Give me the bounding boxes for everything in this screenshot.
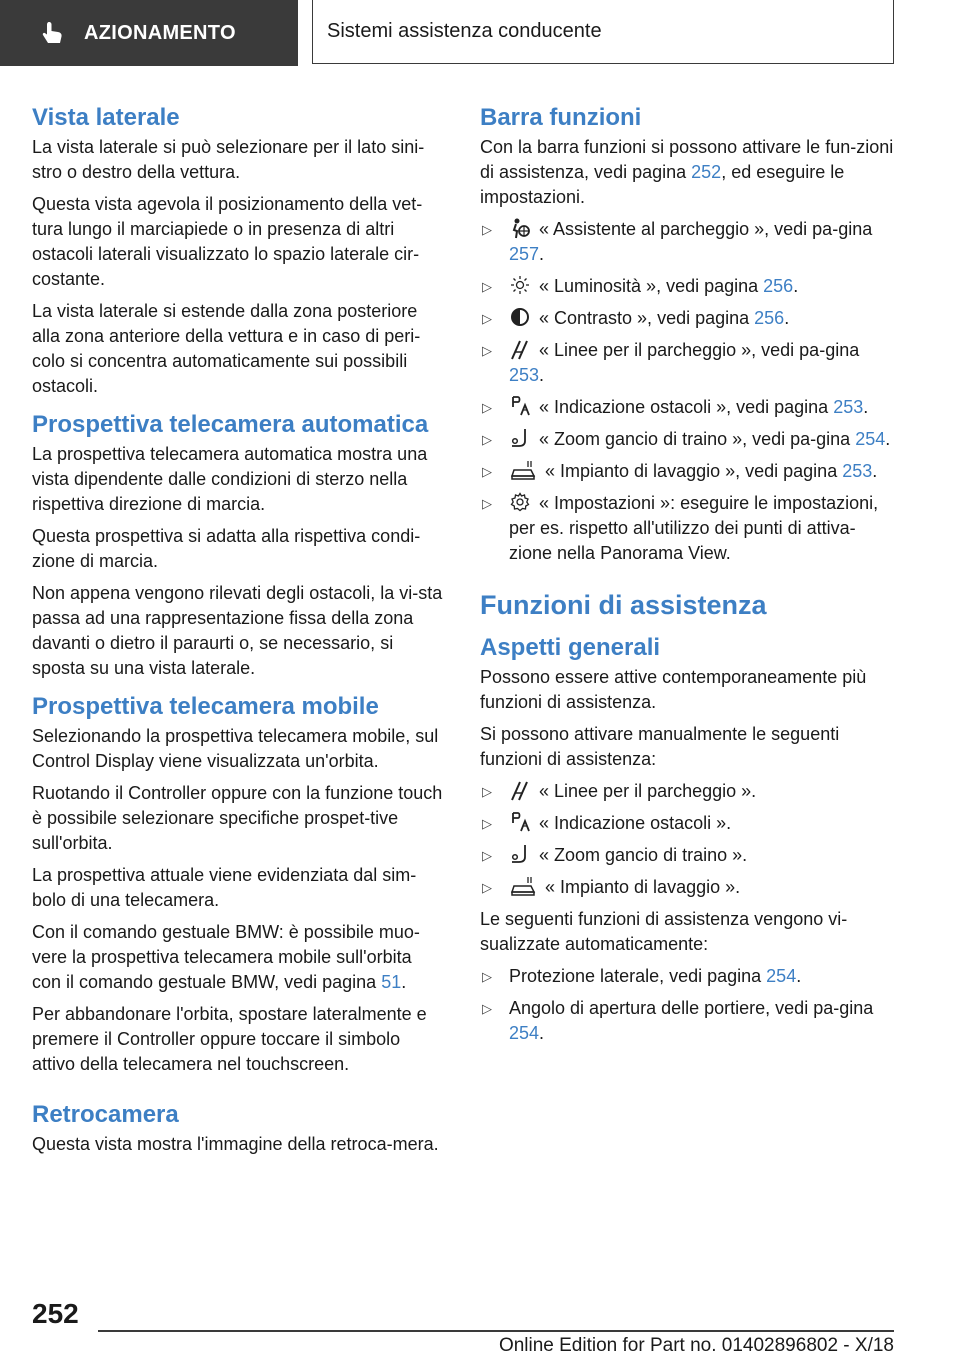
list-item-tail: . (885, 429, 891, 449)
heading-aspetti-generali: Aspetti generali (480, 634, 661, 661)
paragraph: La prospettiva telecamera automatica mostra una vista dipendente dalle condizioni di sterzo nella rispettiva direzione di marcia. (32, 444, 428, 514)
list-item (480, 274, 894, 299)
page-header (0, 0, 960, 66)
section-tab (0, 0, 298, 66)
bullet-triangle-icon: ▷ (482, 222, 492, 237)
bullet-triangle-icon: ▷ (482, 496, 492, 511)
list-item-tail: . (863, 397, 869, 417)
left-column (32, 100, 444, 1164)
list-item (480, 427, 894, 452)
paragraph: Questa vista agevola il posizionamento della vet-tura lungo il marciapiede o in presenza di altri ostacoli laterali visualizzato lo spazio laterale cir-costante. (32, 194, 423, 289)
right-column (480, 100, 894, 1053)
car-wash-icon (509, 459, 537, 481)
parking-lines-icon (509, 338, 531, 360)
parking-assistant-icon (509, 217, 531, 239)
bullet-triangle-icon: ▷ (482, 432, 492, 447)
bullet-triangle-icon: ▷ (482, 343, 492, 358)
bullet-triangle-icon: ▷ (482, 816, 492, 831)
page-link[interactable]: 257 (509, 244, 540, 264)
text: Con la barra funzioni si possono attivare le fun-zioni di assistenza, vedi pagina (480, 137, 894, 182)
paragraph: Le seguenti funzioni di assistenza vengono vi-sualizzate automaticamente: (480, 909, 848, 954)
heading-prospettiva-mobile: Prospettiva telecamera mobile (32, 693, 379, 720)
list-item-tail: . (784, 308, 790, 328)
text: . (401, 972, 407, 992)
list-item-text: Angolo di apertura delle portiere, vedi pa-gina (509, 998, 874, 1018)
list-item (480, 843, 894, 868)
text: Con il comando gestuale BMW: è possibile muo-vere la prospettiva telecamera mobile sull'orbita con il comando gestuale BMW, vedi pagina (32, 922, 420, 992)
tow-hitch-icon (509, 427, 531, 449)
list-item-text: « Luminosità », vedi pagina (539, 276, 764, 296)
list-item (480, 875, 894, 900)
footer-edition: Online Edition for Part no. 01402896802 - X/18 (498, 1335, 894, 1356)
list-item (480, 459, 894, 484)
footer-divider (98, 1330, 894, 1332)
paragraph: Questa vista mostra l'immagine della retroca-mera. (32, 1134, 439, 1154)
brightness-icon (509, 274, 531, 296)
list-item-text: « Indicazione ostacoli ». (539, 813, 732, 833)
list-item-tail: . (539, 365, 545, 385)
tow-hitch-icon (509, 843, 531, 865)
list-item (480, 338, 894, 388)
bullet-triangle-icon: ▷ (482, 464, 492, 479)
page-link[interactable]: 254 (766, 966, 797, 986)
list-item (480, 779, 894, 804)
car-wash-icon (509, 875, 537, 897)
list-item (480, 217, 894, 267)
page-link[interactable]: 253 (509, 365, 540, 385)
list-item-tail: . (539, 244, 545, 264)
page-link[interactable]: 254 (509, 1023, 540, 1043)
obstacle-marking-icon (509, 395, 531, 417)
list-item-text: Protezione laterale, vedi pagina (509, 966, 767, 986)
bullet-triangle-icon: ▷ (482, 311, 492, 326)
page-link[interactable]: 256 (763, 276, 794, 296)
paragraph (32, 920, 444, 995)
bullet-triangle-icon: ▷ (482, 848, 492, 863)
list-item-text: « Indicazione ostacoli », vedi pagina (539, 397, 834, 417)
list-item-tail: . (539, 1023, 545, 1043)
list-item (480, 996, 894, 1046)
list-item (480, 964, 894, 989)
paragraph: Ruotando il Controller oppure con la funzione touch è possibile selezionare specifiche prospet-tive sull'orbita. (32, 783, 443, 853)
manual-functions-list (480, 779, 894, 900)
page-link[interactable]: 252 (691, 162, 722, 182)
bullet-triangle-icon: ▷ (482, 784, 492, 799)
list-item-tail: . (796, 966, 802, 986)
bullet-triangle-icon: ▷ (482, 969, 492, 984)
automatic-functions-list (480, 964, 894, 1046)
hand-pointer-icon (38, 19, 66, 47)
list-item-text: « Impianto di lavaggio ». (545, 877, 741, 897)
paragraph: Per abbandonare l'orbita, spostare lateralmente e premere il Controller oppure toccare il simbolo attivo della telecamera nel touchscreen. (32, 1004, 427, 1074)
heading-barra-funzioni: Barra funzioni (480, 104, 642, 131)
contrast-icon (509, 306, 531, 328)
page-link[interactable]: 51 (381, 972, 402, 992)
list-item-text: « Linee per il parcheggio », vedi pa-gina (539, 340, 860, 360)
list-item (480, 811, 894, 836)
list-item-tail: . (872, 461, 878, 481)
page-link[interactable]: 254 (855, 429, 886, 449)
page-link[interactable]: 256 (754, 308, 785, 328)
paragraph: Si possono attivare manualmente le seguenti funzioni di assistenza: (480, 724, 840, 769)
paragraph: Selezionando la prospettiva telecamera mobile, sul Control Display viene visualizzata un'orbita. (32, 726, 439, 771)
list-item (480, 395, 894, 420)
page-number: 252 (32, 1298, 79, 1329)
heading-funzioni-assistenza: Funzioni di assistenza (480, 590, 767, 620)
list-item-text: « Impianto di lavaggio », vedi pagina (545, 461, 843, 481)
settings-icon (509, 491, 531, 513)
paragraph: La vista laterale si estende dalla zona posteriore alla zona anteriore della vettura e in caso di peri-colo si concentra automaticamente sui possibili ostacoli. (32, 301, 421, 396)
text: , ed eseguire le impostazioni. (480, 162, 845, 207)
bullet-triangle-icon: ▷ (482, 279, 492, 294)
heading-retrocamera: Retrocamera (32, 1101, 179, 1128)
heading-prospettiva-automatica: Prospettiva telecamera automatica (32, 411, 429, 438)
obstacle-marking-icon (509, 811, 531, 833)
list-item-text: « Impostazioni »: eseguire le impostazioni, per es. rispetto all'utilizzo dei punti di attiva-zione nella Panorama View. (509, 493, 879, 563)
paragraph (480, 135, 894, 210)
chapter-title: Sistemi assistenza conducente (312, 0, 894, 64)
bullet-triangle-icon: ▷ (482, 1001, 492, 1016)
bullet-triangle-icon: ▷ (482, 880, 492, 895)
paragraph: La prospettiva attuale viene evidenziata dal sim-bolo di una telecamera. (32, 865, 417, 910)
list-item-text: « Zoom gancio di traino », vedi pa-gina (539, 429, 856, 449)
section-label: AZIONAMENTO (84, 21, 236, 44)
paragraph: La vista laterale si può selezionare per il lato sini-stro o destro della vettura. (32, 137, 425, 182)
paragraph: Non appena vengono rilevati degli ostacoli, la vi-sta passa ad una rappresentazione fissa della zona davanti o dietro il paraurti o, se necessario, si sposta su una vista laterale. (32, 583, 443, 678)
list-item-text: « Assistente al parcheggio », vedi pa-gina (539, 219, 873, 239)
function-bar-list (480, 217, 894, 566)
list-item (480, 306, 894, 331)
list-item-text: « Contrasto », vedi pagina (539, 308, 755, 328)
page-link[interactable]: 253 (842, 461, 873, 481)
paragraph: Possono essere attive contemporaneamente più funzioni di assistenza. (480, 667, 867, 712)
list-item-tail: . (793, 276, 799, 296)
bullet-triangle-icon: ▷ (482, 400, 492, 415)
parking-lines-icon (509, 779, 531, 801)
heading-vista-laterale: Vista laterale (32, 104, 180, 131)
list-item-text: « Zoom gancio di traino ». (539, 845, 748, 865)
list-item (480, 491, 894, 566)
paragraph: Questa prospettiva si adatta alla rispettiva condi-zione di marcia. (32, 526, 421, 571)
list-item-text: « Linee per il parcheggio ». (539, 781, 757, 801)
page-link[interactable]: 253 (833, 397, 864, 417)
